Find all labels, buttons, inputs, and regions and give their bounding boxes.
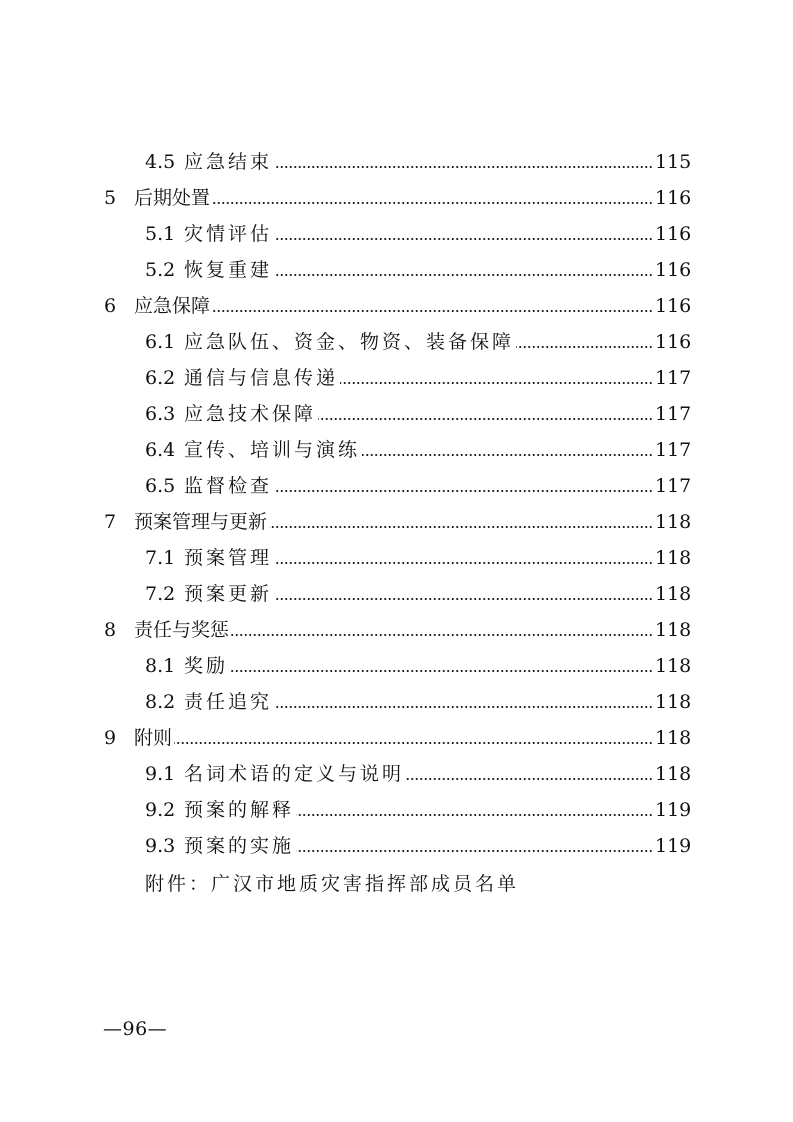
toc-entry-title: 灾情评估 <box>184 223 273 245</box>
toc-chapter-row <box>0 504 793 540</box>
toc-dot-leader <box>274 595 653 603</box>
toc-dot-leader <box>274 271 653 279</box>
toc-dot-leader <box>516 343 653 351</box>
toc-entry-page: 118 <box>655 655 692 677</box>
toc-dot-leader <box>274 163 653 171</box>
toc-entry-page: 116 <box>655 223 692 245</box>
page-number: —96— <box>103 1018 168 1040</box>
toc-entry-title: 附则 <box>134 727 173 749</box>
toc-entry-page: 119 <box>655 799 692 821</box>
table-of-contents <box>0 144 793 864</box>
toc-entry-title: 责任追究 <box>184 691 273 713</box>
toc-entry-title: 预案更新 <box>184 583 273 605</box>
toc-entry-page: 118 <box>655 619 692 641</box>
toc-section-row <box>0 144 793 180</box>
toc-dot-leader <box>231 631 653 639</box>
toc-entry-number: 6.1 <box>145 331 176 353</box>
toc-entry-title: 宣传、培训与演练 <box>184 439 361 461</box>
toc-section-row <box>0 252 793 288</box>
toc-section-row <box>0 468 793 504</box>
toc-entry-number: 9.2 <box>145 799 176 821</box>
toc-entry-title: 预案的实施 <box>184 835 295 857</box>
toc-dot-leader <box>362 451 653 459</box>
toc-dot-leader <box>406 775 653 783</box>
toc-entry-title: 应急技术保障 <box>184 403 317 425</box>
toc-chapter-row <box>0 288 793 324</box>
toc-entry-page: 116 <box>655 259 692 281</box>
toc-entry-title: 应急保障 <box>134 295 211 317</box>
toc-section-row <box>0 828 793 864</box>
toc-section-row <box>0 216 793 252</box>
toc-entry-number: 7.1 <box>145 547 176 569</box>
toc-entry-number: 6 <box>104 295 117 317</box>
toc-entry-title: 后期处置 <box>134 187 211 209</box>
toc-entry-number: 8.2 <box>145 691 176 713</box>
toc-entry-number: 4.5 <box>145 151 176 173</box>
toc-dot-leader <box>212 307 653 315</box>
toc-entry-page: 118 <box>655 547 692 569</box>
toc-entry-number: 7.2 <box>145 583 176 605</box>
toc-entry-page: 118 <box>655 727 692 749</box>
toc-entry-number: 6.3 <box>145 403 176 425</box>
toc-section-row <box>0 756 793 792</box>
toc-dot-leader <box>274 487 653 495</box>
toc-entry-title: 恢复重建 <box>184 259 273 281</box>
toc-entry-title: 应急结束 <box>184 151 273 173</box>
toc-dot-leader <box>269 523 653 531</box>
toc-entry-number: 9.1 <box>145 763 176 785</box>
toc-dot-leader <box>340 379 653 387</box>
toc-entry-title: 通信与信息传递 <box>184 367 339 389</box>
toc-section-row <box>0 360 793 396</box>
toc-chapter-row <box>0 612 793 648</box>
toc-entry-number: 6.4 <box>145 439 176 461</box>
toc-dot-leader <box>296 811 653 819</box>
toc-dot-leader <box>274 235 653 243</box>
toc-entry-page: 117 <box>655 439 692 461</box>
toc-entry-number: 9.3 <box>145 835 176 857</box>
toc-entry-page: 117 <box>655 403 692 425</box>
toc-section-row <box>0 396 793 432</box>
toc-entry-number: 5 <box>104 187 117 209</box>
toc-entry-title: 预案的解释 <box>184 799 295 821</box>
toc-dot-leader <box>212 199 653 207</box>
toc-entry-number: 5.1 <box>145 223 176 245</box>
toc-dot-leader <box>296 847 653 855</box>
toc-dot-leader <box>174 739 653 747</box>
toc-entry-page: 118 <box>655 511 692 533</box>
toc-section-row <box>0 684 793 720</box>
appendix-line: 附件：广汉市地质灾害指挥部成员名单 <box>145 873 520 895</box>
toc-section-row <box>0 432 793 468</box>
toc-entry-title: 预案管理 <box>184 547 273 569</box>
toc-entry-title: 奖励 <box>184 655 229 677</box>
toc-entry-title: 名词术语的定义与说明 <box>184 763 405 785</box>
toc-chapter-row <box>0 180 793 216</box>
toc-section-row <box>0 324 793 360</box>
toc-entry-number: 8 <box>104 619 117 641</box>
toc-dot-leader <box>230 667 653 675</box>
toc-entry-page: 117 <box>655 367 692 389</box>
toc-section-row <box>0 576 793 612</box>
toc-chapter-row <box>0 720 793 756</box>
toc-entry-page: 118 <box>655 763 692 785</box>
toc-entry-page: 116 <box>655 187 692 209</box>
toc-entry-page: 116 <box>655 295 692 317</box>
toc-entry-title: 责任与奖惩 <box>134 619 230 641</box>
toc-entry-number: 7 <box>104 511 117 533</box>
toc-entry-page: 117 <box>655 475 692 497</box>
toc-section-row <box>0 792 793 828</box>
toc-entry-number: 6.2 <box>145 367 176 389</box>
toc-entry-title: 预案管理与更新 <box>134 511 268 533</box>
toc-dot-leader <box>274 703 653 711</box>
toc-section-row <box>0 648 793 684</box>
toc-entry-number: 9 <box>104 727 117 749</box>
toc-entry-page: 118 <box>655 583 692 605</box>
toc-dot-leader <box>274 559 653 567</box>
toc-dot-leader <box>318 415 653 423</box>
toc-entry-page: 118 <box>655 691 692 713</box>
toc-entry-page: 115 <box>655 151 692 173</box>
toc-entry-number: 5.2 <box>145 259 176 281</box>
toc-entry-number: 6.5 <box>145 475 176 497</box>
toc-entry-number: 8.1 <box>145 655 176 677</box>
toc-section-row <box>0 540 793 576</box>
toc-entry-page: 119 <box>655 835 692 857</box>
toc-entry-page: 116 <box>655 331 692 353</box>
toc-entry-title: 监督检查 <box>184 475 273 497</box>
toc-entry-title: 应急队伍、资金、物资、装备保障 <box>184 331 515 353</box>
